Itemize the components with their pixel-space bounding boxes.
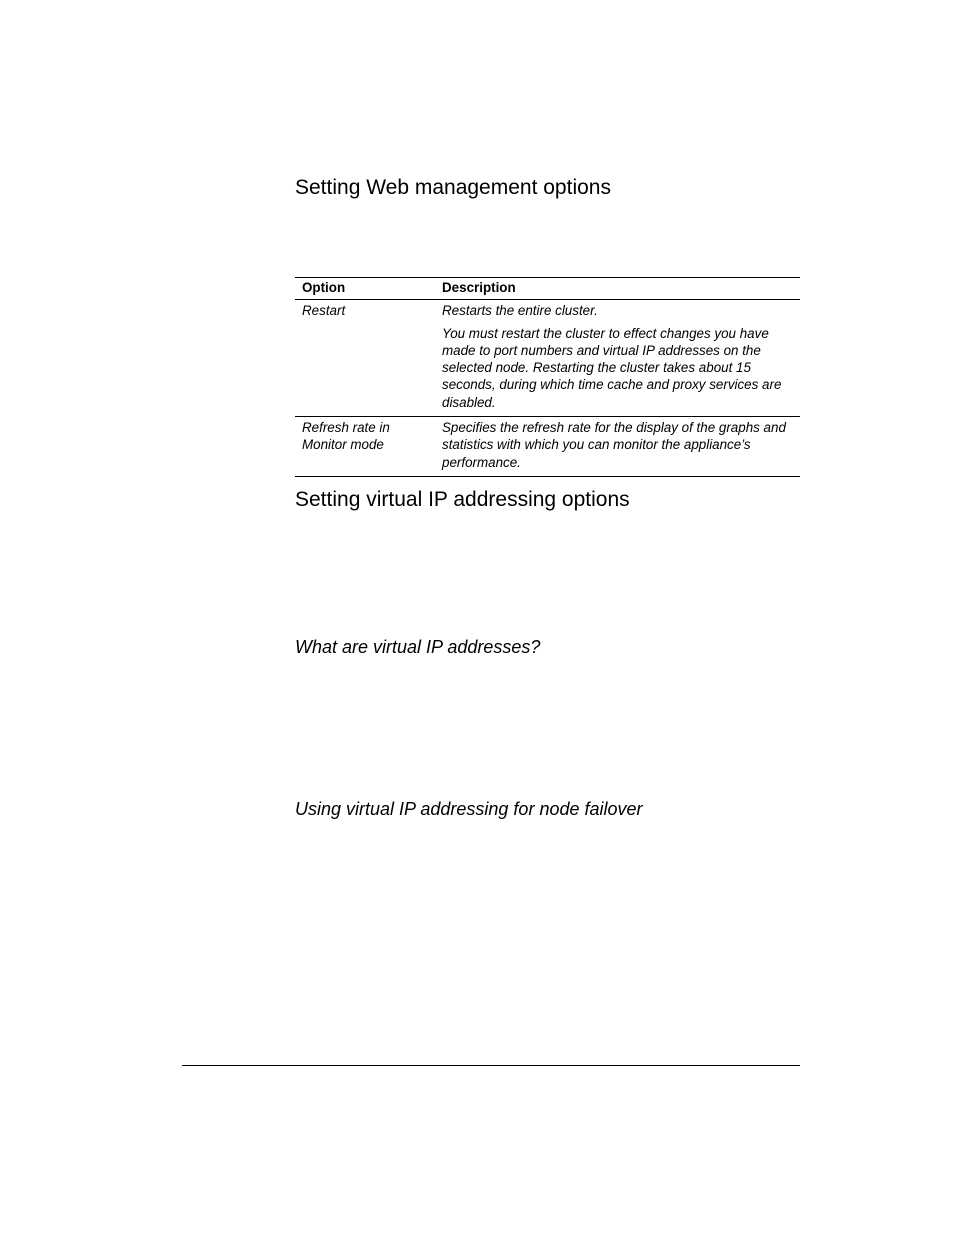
options-table (295, 277, 800, 477)
subheading-what-are-virtual-ip: What are virtual IP addresses? (295, 637, 541, 657)
description-paragraph: You must restart the cluster to effect changes you have made to port numbers and virtual IP addresses on the selected node. Restarting the cluster takes about 15 seconds, during which time cache and proxy services are disabled. (442, 325, 782, 410)
option-cell: Restart (295, 300, 435, 417)
table-row (295, 417, 800, 477)
subheading-node-failover: Using virtual IP addressing for node failover (295, 799, 643, 819)
option-cell: Refresh rate in Monitor mode (295, 417, 435, 477)
table-header-row (295, 278, 800, 300)
description-cell (435, 300, 800, 417)
description-cell (435, 417, 800, 477)
description-paragraph: Specifies the refresh rate for the display of the graphs and statistics with which you can monitor the appliance’s performance. (442, 420, 786, 470)
column-header-option: Option (295, 278, 435, 300)
footer-rule (182, 1065, 800, 1066)
section-heading-web-management: Setting Web management options (295, 176, 611, 199)
section-heading-virtual-ip: Setting virtual IP addressing options (295, 488, 630, 511)
description-paragraph: Restarts the entire cluster. (442, 303, 598, 319)
column-header-description: Description (435, 278, 800, 300)
table-row (295, 300, 800, 417)
